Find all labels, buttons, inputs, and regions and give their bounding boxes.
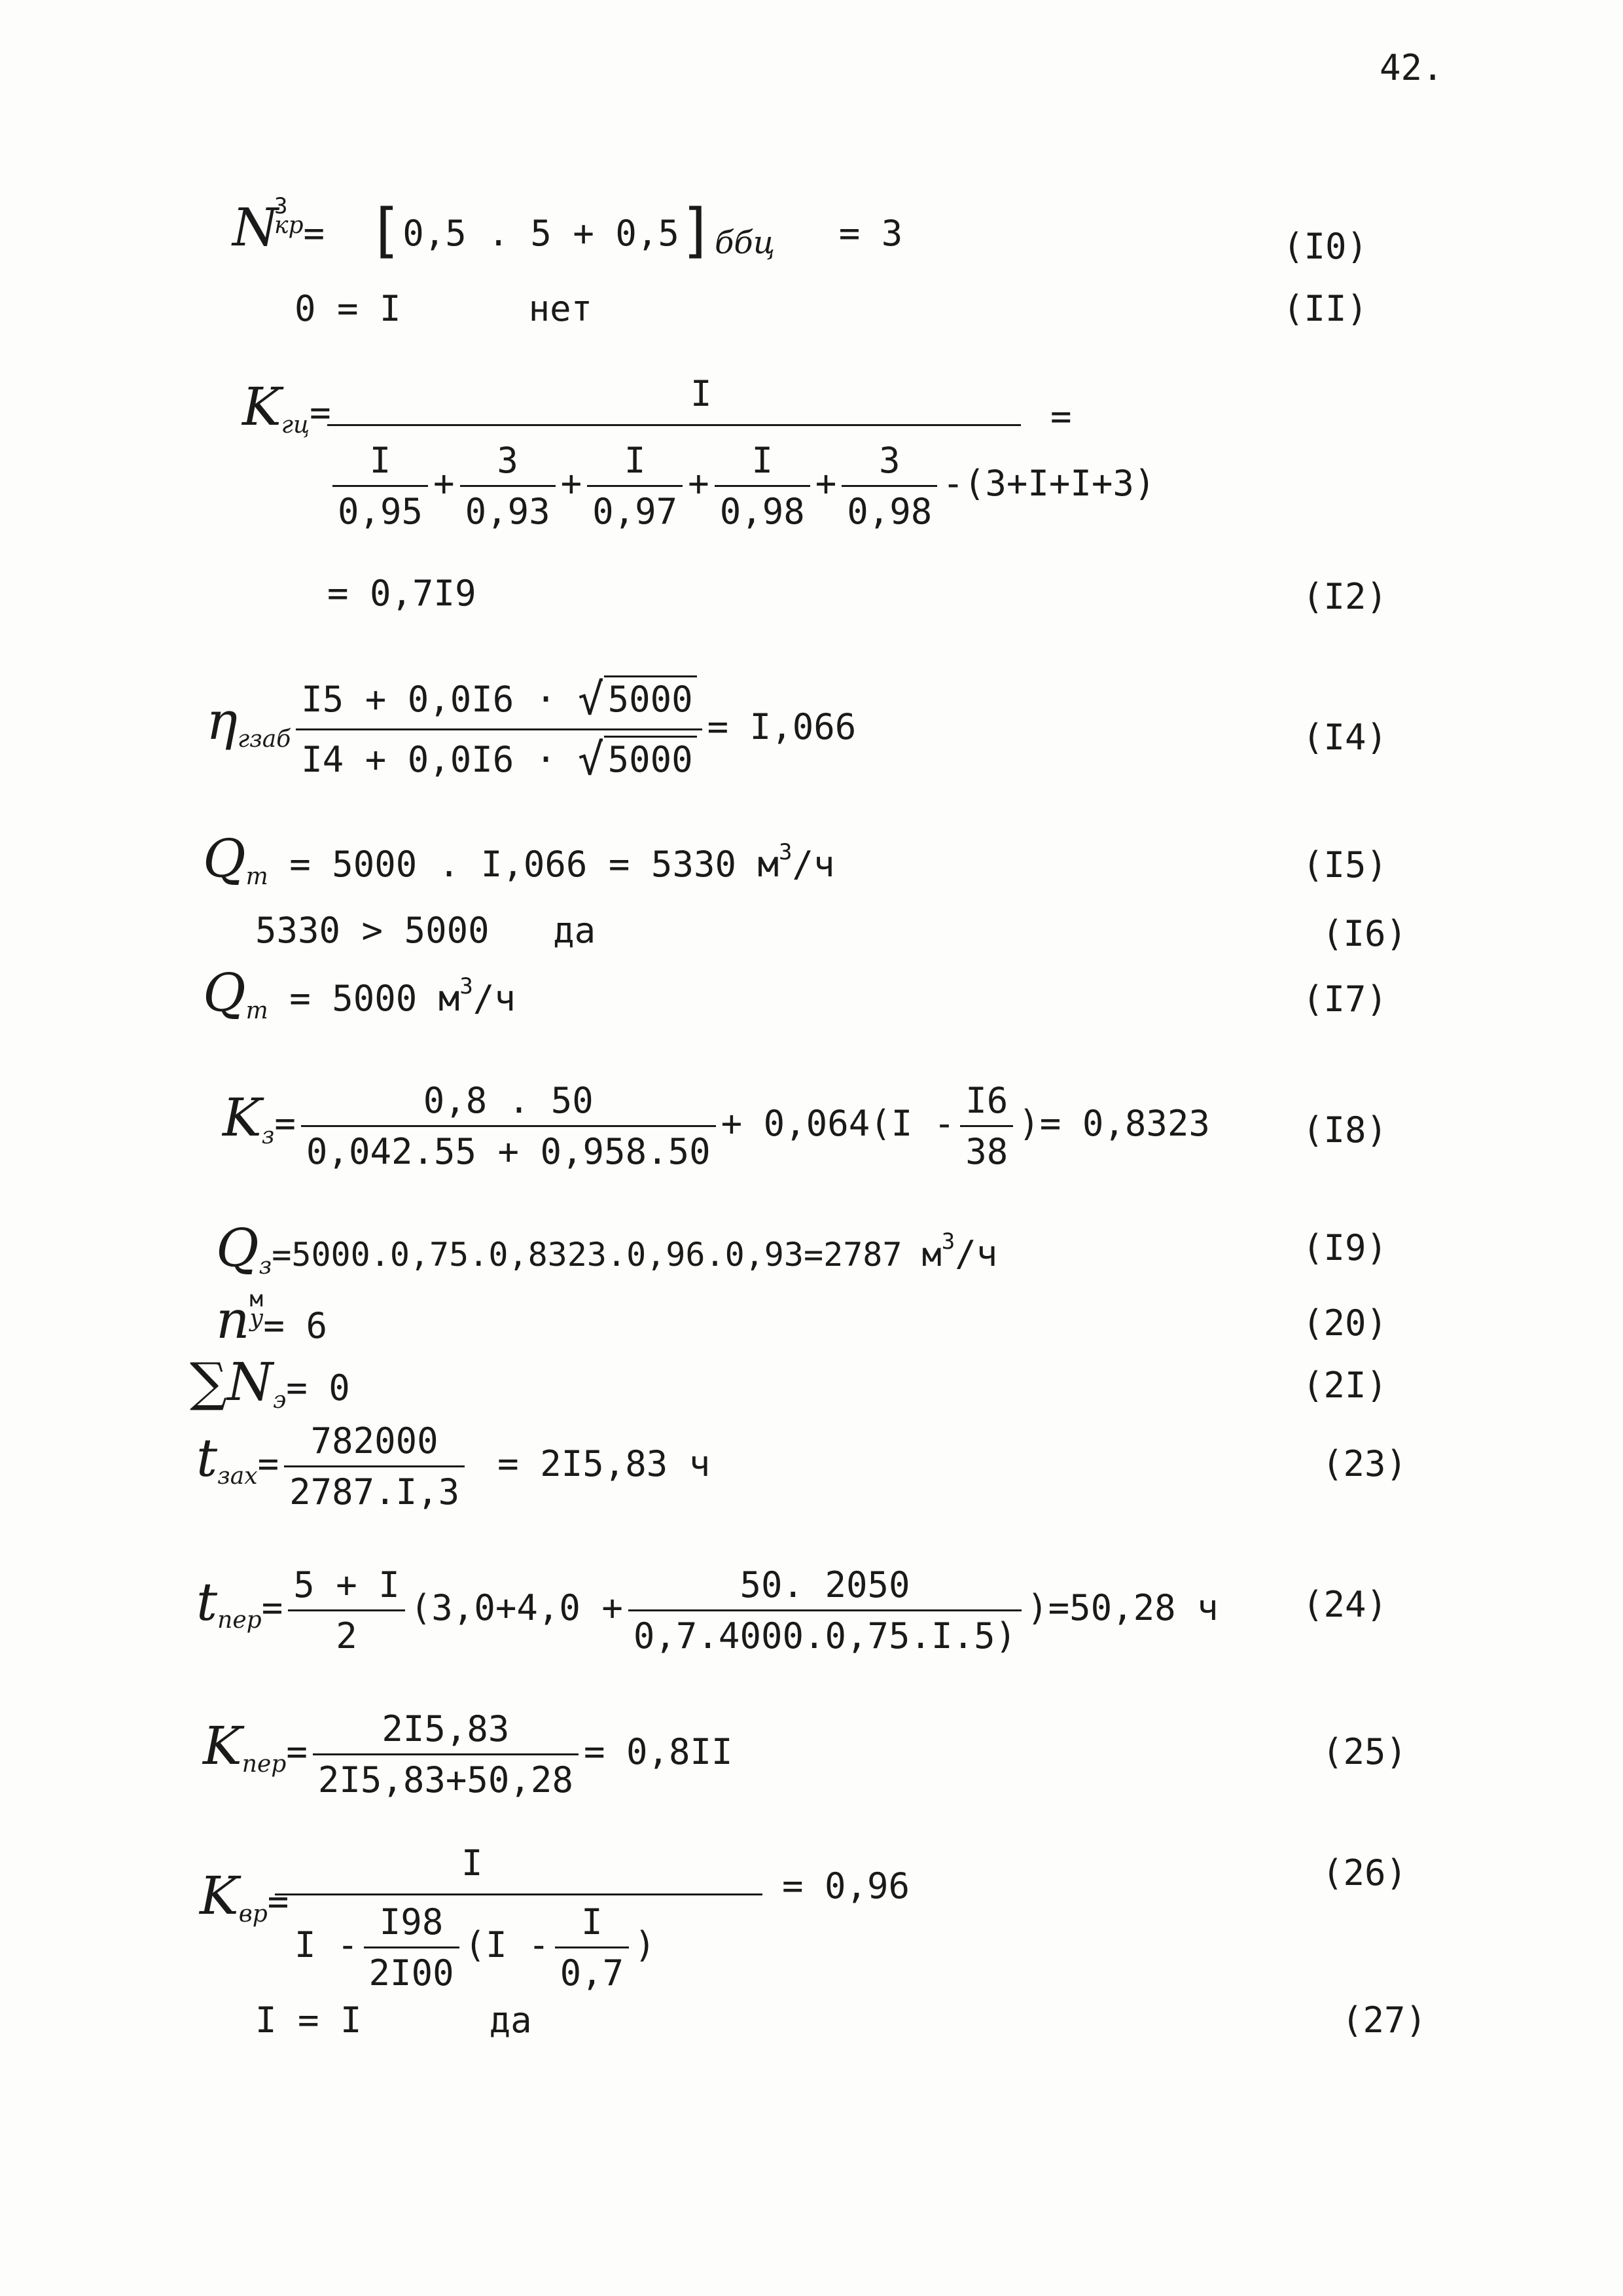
equation-17: $Q_т = 5000$ $м^3/ч$ [203, 962, 516, 1024]
sum-symbol: ∑N [190, 1352, 274, 1412]
equation-10: N 3 кр = [0,5 . 5 + 0,5]ббц = 3 [232, 193, 903, 265]
equation-26-denominator: I - $\frac{I98}{2I00}$ (I - $\frac{I}{0,7}$ ) [294, 1901, 656, 1994]
equation-number-23: (23) [1322, 1443, 1408, 1484]
equation-12-tail: = [1050, 396, 1072, 437]
equation-15: $Q_т = 5000$ . I,066 = 5330 $м^3/ч$ [203, 828, 835, 890]
equation-12-result: = 0,7I9 [327, 573, 476, 614]
page-number: 42. [1380, 47, 1444, 88]
equation-number-14: (I4) [1302, 717, 1388, 758]
equation-27: I = I да [255, 2000, 532, 2041]
equation-number-21: (2I) [1302, 1365, 1388, 1406]
symbol-n: N [232, 197, 278, 258]
equation-11: 0 = I нет [294, 288, 593, 329]
equation-23: $t_{зах}=$ $\frac{782000}{2787.I,3}$ = 2I5,83 ч [196, 1420, 711, 1513]
equation-number-16: (I6) [1322, 913, 1408, 954]
equation-number-26: (26) [1322, 1852, 1408, 1893]
equation-25: $K_{пер}=$ $\frac{2I5,83}{2I5,83+50,28}$ = 0,8II [203, 1708, 733, 1801]
equation-20: n м у = 6 [216, 1286, 327, 1350]
symbol-eta: η [206, 691, 238, 752]
equation-16: 5330 > 5000 да [255, 910, 596, 951]
equation-21: $\sum N_э= 0$ [190, 1352, 350, 1414]
equation-12: $K_{гц}=$ [242, 376, 331, 439]
equation-26-result: = 0,96 [782, 1865, 910, 1907]
equation-number-18: (I8) [1302, 1109, 1388, 1151]
equation-14: $\eta_{гзаб}$ $\frac{I5 + 0,0I6 \cdot √ 5000}{I4 + 0,0I6 \cdot √ 5000}$ = I,066 [206, 674, 857, 785]
equation-26: $K_{вр}=$ [200, 1865, 289, 1928]
equation-12-numerator: I [690, 373, 712, 414]
equation-18: $K_з=$ $\frac{0,8 . 50}{0,042.55 + 0,958.50}$ + 0,064(I - $\frac{I6}{38}$ )= 0,8323 [223, 1080, 1210, 1172]
equation-24: $t_{пер}=$ $\frac{5 + I}{2}$ (3,0+4,0 + $\frac{50. 2050}{0,7.4000.0,75.I.5)}$ )=50,28 ч [196, 1564, 1219, 1657]
equation-number-17: (I7) [1302, 978, 1388, 1020]
equation-number-11: (II) [1283, 288, 1368, 329]
equation-19: $Q_з=5000.0,75.0,8323.0,96.0,93=2787$ $м^3/ч$ [216, 1217, 998, 1280]
symbol-k: K [242, 376, 281, 437]
equation-number-15: (I5) [1302, 844, 1388, 886]
equation-number-25: (25) [1322, 1731, 1408, 1772]
equation-number-12: (I2) [1302, 576, 1388, 617]
equation-number-10: (I0) [1283, 226, 1368, 267]
equation-26-numerator: I [461, 1842, 483, 1884]
equation-26-main-line [275, 1893, 762, 1895]
equation-12-main-line [327, 424, 1021, 426]
equation-number-20: (20) [1302, 1302, 1388, 1344]
equation-number-24: (24) [1302, 1584, 1388, 1625]
equation-number-27: (27) [1342, 2000, 1427, 2041]
equation-12-denominator: $\frac{I}{0,95}$ + $\frac{3}{0,93}$ + $\frac{I}{0,97}$ + $\frac{I}{0,98}$ + $\frac{3}{0,98}$ -(3+I+I+3) [327, 440, 1155, 532]
equation-number-19: (I9) [1302, 1227, 1388, 1268]
